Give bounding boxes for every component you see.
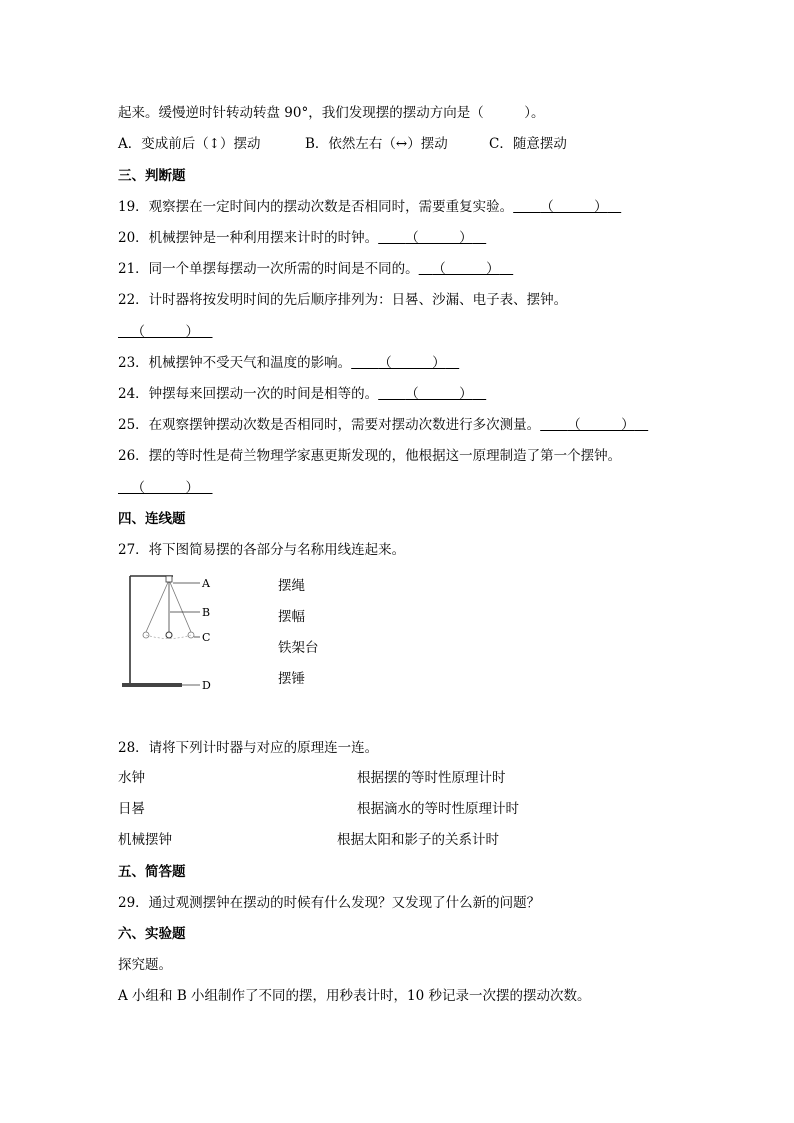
question-26-answer-line bbox=[118, 479, 213, 497]
question-19-answer-blank[interactable]: （ ） bbox=[540, 199, 608, 215]
pendulum-string-left bbox=[146, 580, 169, 632]
section-3-title: 三、判断题 bbox=[118, 168, 186, 184]
q18-option-c[interactable]: C．随意摆动 bbox=[489, 136, 567, 152]
pendulum-string-right bbox=[169, 580, 191, 632]
question-21 bbox=[118, 260, 513, 278]
question-24-text: 24．钟摆每来回摆动一次的时间是相等的。 bbox=[118, 386, 379, 402]
q18-option-a[interactable]: A．变成前后（↕）摆动 bbox=[118, 136, 261, 152]
name-pendulum-string[interactable]: 摆绳 bbox=[278, 578, 305, 594]
question-19 bbox=[118, 198, 621, 216]
timer-water-clock[interactable]: 水钟 bbox=[118, 770, 145, 786]
section-6-title: 六、实验题 bbox=[118, 926, 186, 942]
question-21-answer-blank[interactable]: （ ） bbox=[432, 261, 500, 277]
principle-water-drip[interactable]: 根据滴水的等时性原理计时 bbox=[357, 801, 519, 817]
question-20-answer-blank[interactable]: （ ） bbox=[405, 230, 473, 246]
q18-options bbox=[118, 135, 567, 153]
question-29: 29．通过观测摆钟在摆动的时候有什么发现？又发现了什么新的问题？ bbox=[118, 895, 541, 911]
question-23-answer-blank[interactable]: （ ） bbox=[378, 355, 446, 371]
name-iron-stand[interactable]: 铁架台 bbox=[278, 640, 319, 656]
question-30-text: A 小组和 B 小组制作了不同的摆，用秒表计时，10 秒记录一次摆的摆动次数。 bbox=[118, 988, 591, 1004]
question-21-text: 21．同一个单摆每摆动一次所需的时间是不同的。 bbox=[118, 261, 419, 277]
question-27: 27．将下图简易摆的各部分与名称用线连起来。 bbox=[118, 542, 406, 558]
figure-label-d: D bbox=[202, 679, 211, 692]
question-30-intro: 探究题。 bbox=[118, 957, 172, 973]
principle-pendulum-isochronism[interactable]: 根据摆的等时性原理计时 bbox=[357, 770, 506, 786]
question-19-text: 19．观察摆在一定时间内的摆动次数是否相同时，需要重复实验。 bbox=[118, 199, 514, 215]
pendulum-figure bbox=[118, 566, 228, 696]
question-25-answer-blank[interactable]: （ ） bbox=[567, 417, 635, 433]
timer-sundial[interactable]: 日晷 bbox=[118, 801, 145, 817]
question-24 bbox=[118, 385, 486, 403]
q18-continuation: 起来。缓慢逆时针转动转盘 90°，我们发现摆的摆动方向是（ ）。 bbox=[118, 105, 545, 121]
question-26-answer-blank[interactable]: （ ） bbox=[131, 480, 199, 496]
timer-pendulum-clock[interactable]: 机械摆钟 bbox=[118, 832, 172, 848]
question-23-text: 23．机械摆钟不受天气和温度的影响。 bbox=[118, 355, 352, 371]
name-pendulum-bob[interactable]: 摆锤 bbox=[278, 671, 305, 687]
stand-base bbox=[122, 683, 182, 687]
pendulum-bob bbox=[166, 632, 172, 638]
q18-option-b[interactable]: B．依然左右（↔）摆动 bbox=[305, 136, 448, 152]
figure-label-a: A bbox=[202, 577, 210, 590]
figure-label-c: C bbox=[202, 631, 211, 644]
question-25 bbox=[118, 416, 648, 434]
question-22: 22．计时器将按发明时间的先后顺序排列为：日晷、沙漏、电子表、摆钟。 bbox=[118, 292, 568, 308]
principle-sun-shadow[interactable]: 根据太阳和影子的关系计时 bbox=[337, 832, 499, 848]
question-24-answer-blank[interactable]: （ ） bbox=[405, 386, 473, 402]
section-5-title: 五、简答题 bbox=[118, 864, 186, 880]
question-23 bbox=[118, 354, 459, 372]
question-22-answer-blank[interactable]: （ ） bbox=[131, 324, 199, 340]
question-26: 26．摆的等时性是荷兰物理学家惠更斯发现的，他根据这一原理制造了第一个摆钟。 bbox=[118, 448, 622, 464]
question-22-answer-line bbox=[118, 323, 213, 341]
section-4-title: 四、连线题 bbox=[118, 511, 186, 527]
question-25-text: 25．在观察摆钟摆动次数是否相同时，需要对摆动次数进行多次测量。 bbox=[118, 417, 541, 433]
pivot bbox=[166, 576, 172, 582]
name-amplitude[interactable]: 摆幅 bbox=[278, 609, 305, 625]
question-20 bbox=[118, 229, 486, 247]
question-20-text: 20．机械摆钟是一种利用摆来计时的时钟。 bbox=[118, 230, 379, 246]
question-28: 28．请将下列计时器与对应的原理连一连。 bbox=[118, 740, 379, 756]
figure-label-b: B bbox=[202, 606, 211, 619]
